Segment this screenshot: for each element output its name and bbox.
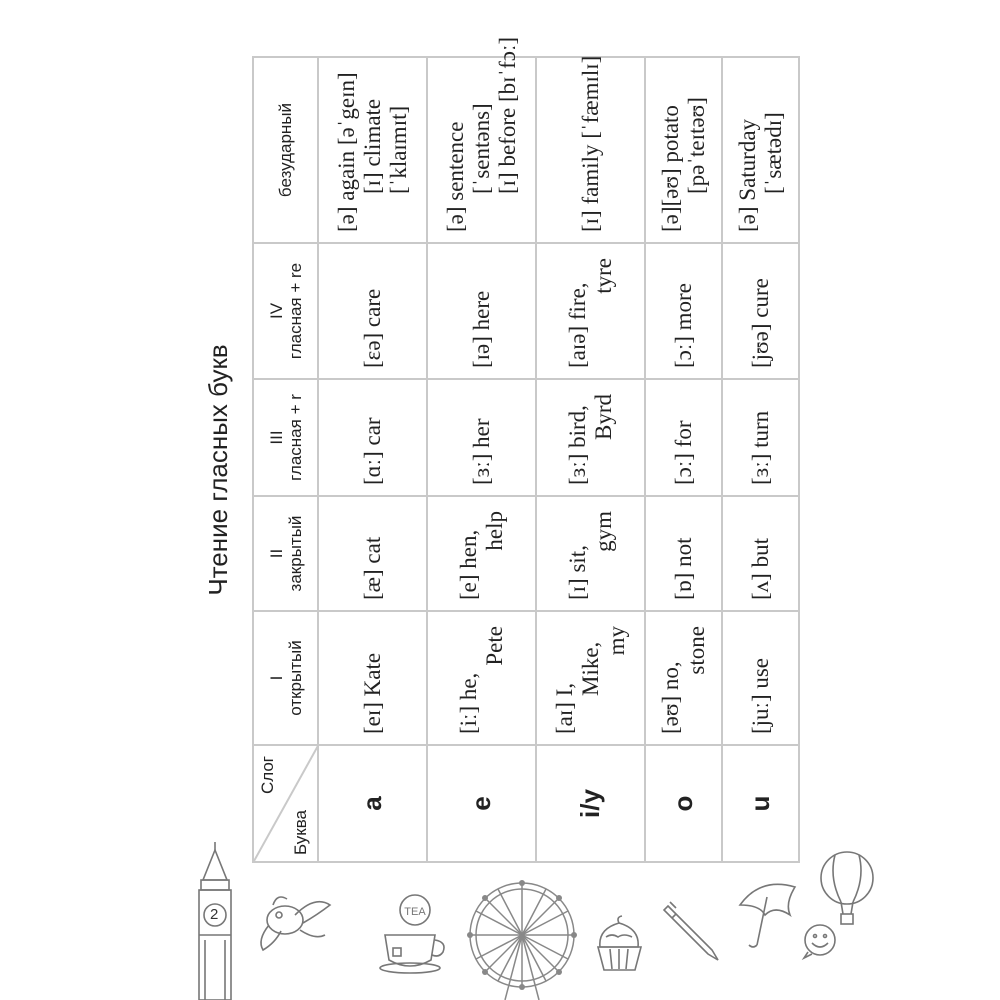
tea-label: TEA — [404, 906, 426, 918]
header-col-1: I открытый — [253, 611, 318, 745]
table-cell — [722, 57, 799, 243]
cell-line: [ɔː] more — [670, 283, 696, 368]
header-col-5: безударный — [253, 57, 318, 243]
table-row — [427, 57, 536, 862]
table-cell — [536, 243, 645, 379]
cell-line: [ɪ] before [bɪˈfɔː] — [494, 36, 520, 194]
page-number: 2 — [210, 906, 219, 923]
row-letter: i/y — [536, 745, 645, 862]
cell-line: [ˈsentəns] — [468, 103, 494, 194]
cell-line: [ɜː] her — [468, 418, 494, 485]
cell-line: [ˈklaɪmɪt] — [385, 105, 411, 194]
vowel-reading-table — [252, 36, 800, 863]
row-letter: e — [427, 745, 536, 862]
cell-line: tyre — [590, 258, 616, 294]
cell-line: [pəˈteɪtəʊ] — [683, 97, 709, 194]
cell-line: [ə][əʊ] potato — [657, 105, 683, 232]
cell-line: [ɛə] care — [359, 288, 385, 368]
cell-line: my — [603, 626, 629, 656]
corner-letter-label: Буква — [291, 809, 310, 855]
table-cell — [427, 379, 536, 496]
cell-line: help — [481, 511, 507, 551]
table-cell — [427, 243, 536, 379]
cell-line: stone — [683, 626, 709, 675]
cell-line: [aɪə] fire, — [564, 282, 590, 368]
cell-line: [e] hen, — [455, 529, 481, 600]
table-cell — [645, 496, 722, 611]
cell-line: [ˈsætədɪ] — [760, 112, 786, 194]
cell-line: [ɔː] for — [670, 420, 696, 485]
row-letter: u — [722, 745, 799, 862]
cell-line: [ɪ] family [ˈfæmɪlɪ] — [577, 55, 603, 232]
cell-line: [jʊə] cure — [747, 278, 773, 368]
cell-line: [iː] he, — [455, 672, 481, 734]
table-row — [645, 57, 722, 862]
table-cell — [536, 57, 645, 243]
table-cell — [318, 611, 427, 745]
header-col-2: II закрытый — [253, 496, 318, 611]
cell-line: Pete — [481, 626, 507, 666]
table-cell — [427, 611, 536, 745]
cell-line: [aɪ] I, — [551, 682, 577, 734]
cell-line: [ɑː] car — [359, 417, 385, 485]
table-cell — [427, 36, 536, 243]
cell-line: gym — [590, 511, 616, 552]
table-cell — [645, 57, 722, 243]
table-cell — [722, 611, 799, 745]
cell-line: [juː] use — [747, 657, 773, 734]
cell-line: [ɒ] not — [670, 537, 696, 600]
table-cell — [318, 243, 427, 379]
header-corner — [253, 745, 318, 862]
header-row — [253, 57, 318, 862]
cell-line: [eɪ] Kate — [359, 652, 385, 734]
table-cell — [536, 611, 645, 745]
page-title: Чтение гласных букв — [203, 344, 233, 596]
cell-line: [ɜː] turn — [747, 410, 773, 485]
table-cell — [536, 379, 645, 496]
cell-line: [æ] cat — [359, 536, 385, 600]
row-letter: o — [645, 745, 722, 862]
table-cell — [645, 379, 722, 496]
cell-line: [ɪ] climate — [359, 98, 385, 194]
table-cell — [645, 243, 722, 379]
table-row — [722, 57, 799, 862]
table-cell — [722, 496, 799, 611]
cell-line: [ə] sentence — [442, 121, 468, 232]
table-row — [318, 57, 427, 862]
corner-syllable-label: Слог — [258, 756, 277, 795]
table-cell — [722, 243, 799, 379]
cell-line: [ɪ] sit, — [564, 545, 590, 600]
cell-line: [ə] Saturday — [734, 118, 760, 232]
cell-line: Mike, — [577, 641, 603, 696]
row-letter: a — [318, 745, 427, 862]
table-cell — [318, 379, 427, 496]
table-row — [536, 57, 645, 862]
table-cell — [536, 496, 645, 611]
table-cell — [722, 379, 799, 496]
table-cell — [645, 611, 722, 745]
table-cell — [318, 57, 427, 243]
header-col-4: IV гласная + re — [253, 243, 318, 379]
cell-line: [ə] again [əˈgeɪn] — [333, 72, 359, 232]
cell-line: [ɜː] bird, — [564, 405, 590, 485]
cell-line: Byrd — [590, 394, 616, 440]
cell-line: [ɪə] here — [468, 290, 494, 368]
cell-line: [əʊ] no, — [657, 661, 683, 734]
cell-line: [ʌ] but — [747, 538, 773, 600]
header-col-3: III гласная + r — [253, 379, 318, 496]
table-cell — [318, 496, 427, 611]
table-cell — [427, 496, 536, 611]
